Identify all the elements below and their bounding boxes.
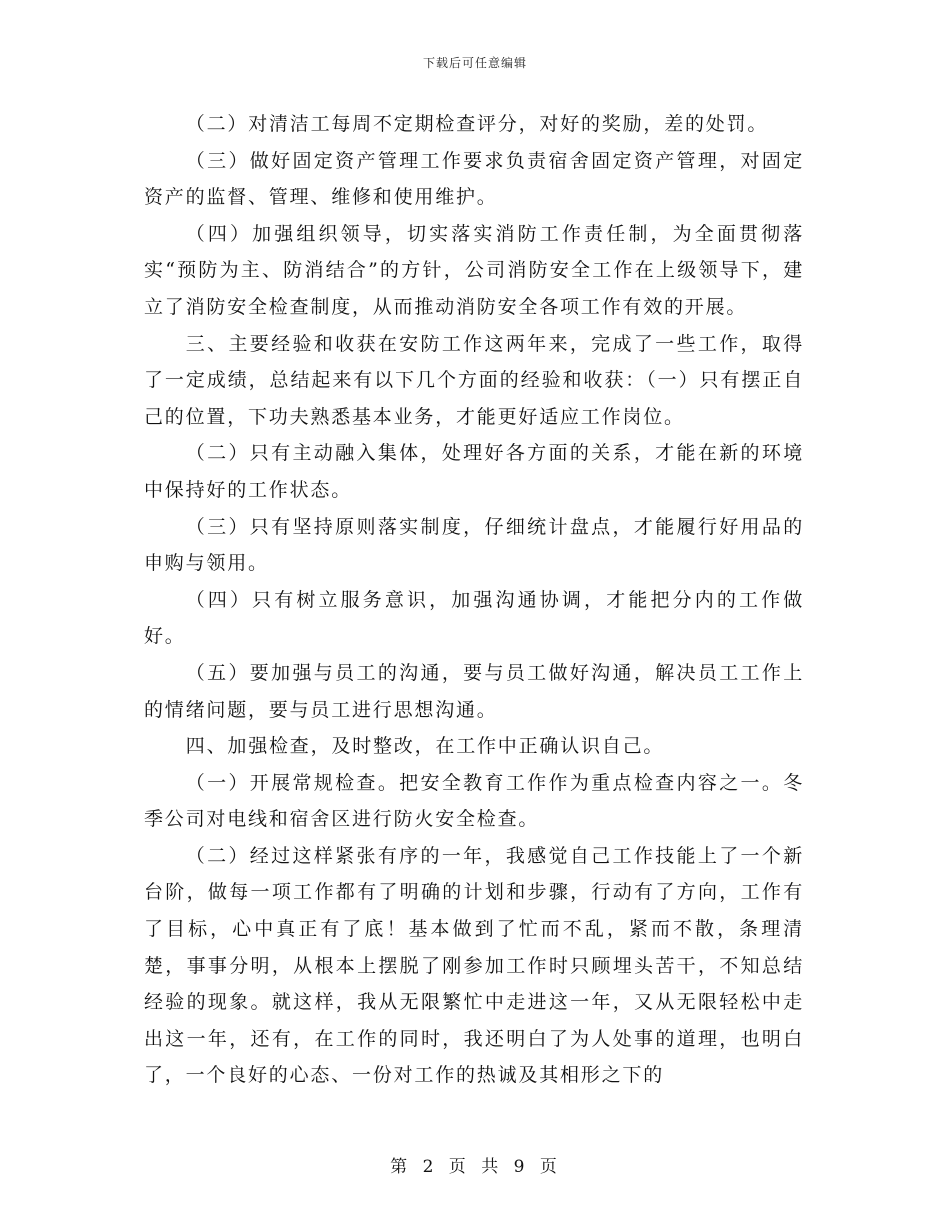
- paragraph: （四）只有树立服务意识，加强沟通协调，才能把分内的工作做好。: [144, 588, 804, 648]
- paragraph: （五）要加强与员工的沟通，要与员工做好沟通，解决员工工作上的情绪问题，要与员工进行思想沟通。: [144, 661, 804, 721]
- section-heading: 四、加强检查，及时整改，在工作中正确认识自己。: [185, 735, 665, 758]
- paragraph: （二）对清洁工每周不定期检查评分，对好的奖励，差的处罚。: [185, 113, 769, 135]
- page-number-footer: 第 2 页 共 9 页: [390, 1157, 560, 1177]
- paragraph: 三、主要经验和收获在安防工作这两年来，完成了一些工作，取得了一定成绩，总结起来有以下几个方面的经验和收获：（一）只有摆正自己的位置，下功夫熟悉基本业务，才能更好适应工作岗位。: [144, 332, 804, 428]
- paragraph: （二）经过这样紧张有序的一年，我感觉自己工作技能上了一个新台阶，做每一项工作都有了明确的计划和步骤，行动有了方向，工作有了目标，心中真正有了底！基本做到了忙而不乱，紧而不散，条理清楚，事事分明，从根本上摆脱了刚参加工作时只顾埋头苦干，不知总结经验的现象。就这样，我从无限繁忙中走进这一年，又从无限轻松中走出这一年，还有，在工作的同时，我还明白了为人处事的道理，也明白了，一个良好的心态、一份对工作的热诚及其相形之下的: [144, 844, 804, 1087]
- paragraph: （二）只有主动融入集体，处理好各方面的关系，才能在新的环境中保持好的工作状态。: [144, 442, 804, 501]
- page-header: 下载后可任意编辑: [422, 56, 527, 70]
- paragraph: （三）做好固定资产管理工作要求负责宿舍固定资产管理，对固定资产的监督、管理、维修和使用维护。: [144, 149, 804, 209]
- paragraph: （四）加强组织领导，切实落实消防工作责任制，为全面贯彻落实“预防为主、防消结合”的方针，公司消防安全工作在上级领导下，建立了消防安全检查制度，从而推动消防安全各项工作有效的开展。: [144, 222, 804, 318]
- paragraph: （一）开展常规检查。把安全教育工作作为重点检查内容之一。冬季公司对电线和宿舍区进行防火安全检查。: [144, 771, 804, 831]
- document-body: [144, 106, 804, 1094]
- paragraph: （三）只有坚持原则落实制度，仔细统计盘点，才能履行好用品的申购与领用。: [144, 515, 804, 575]
